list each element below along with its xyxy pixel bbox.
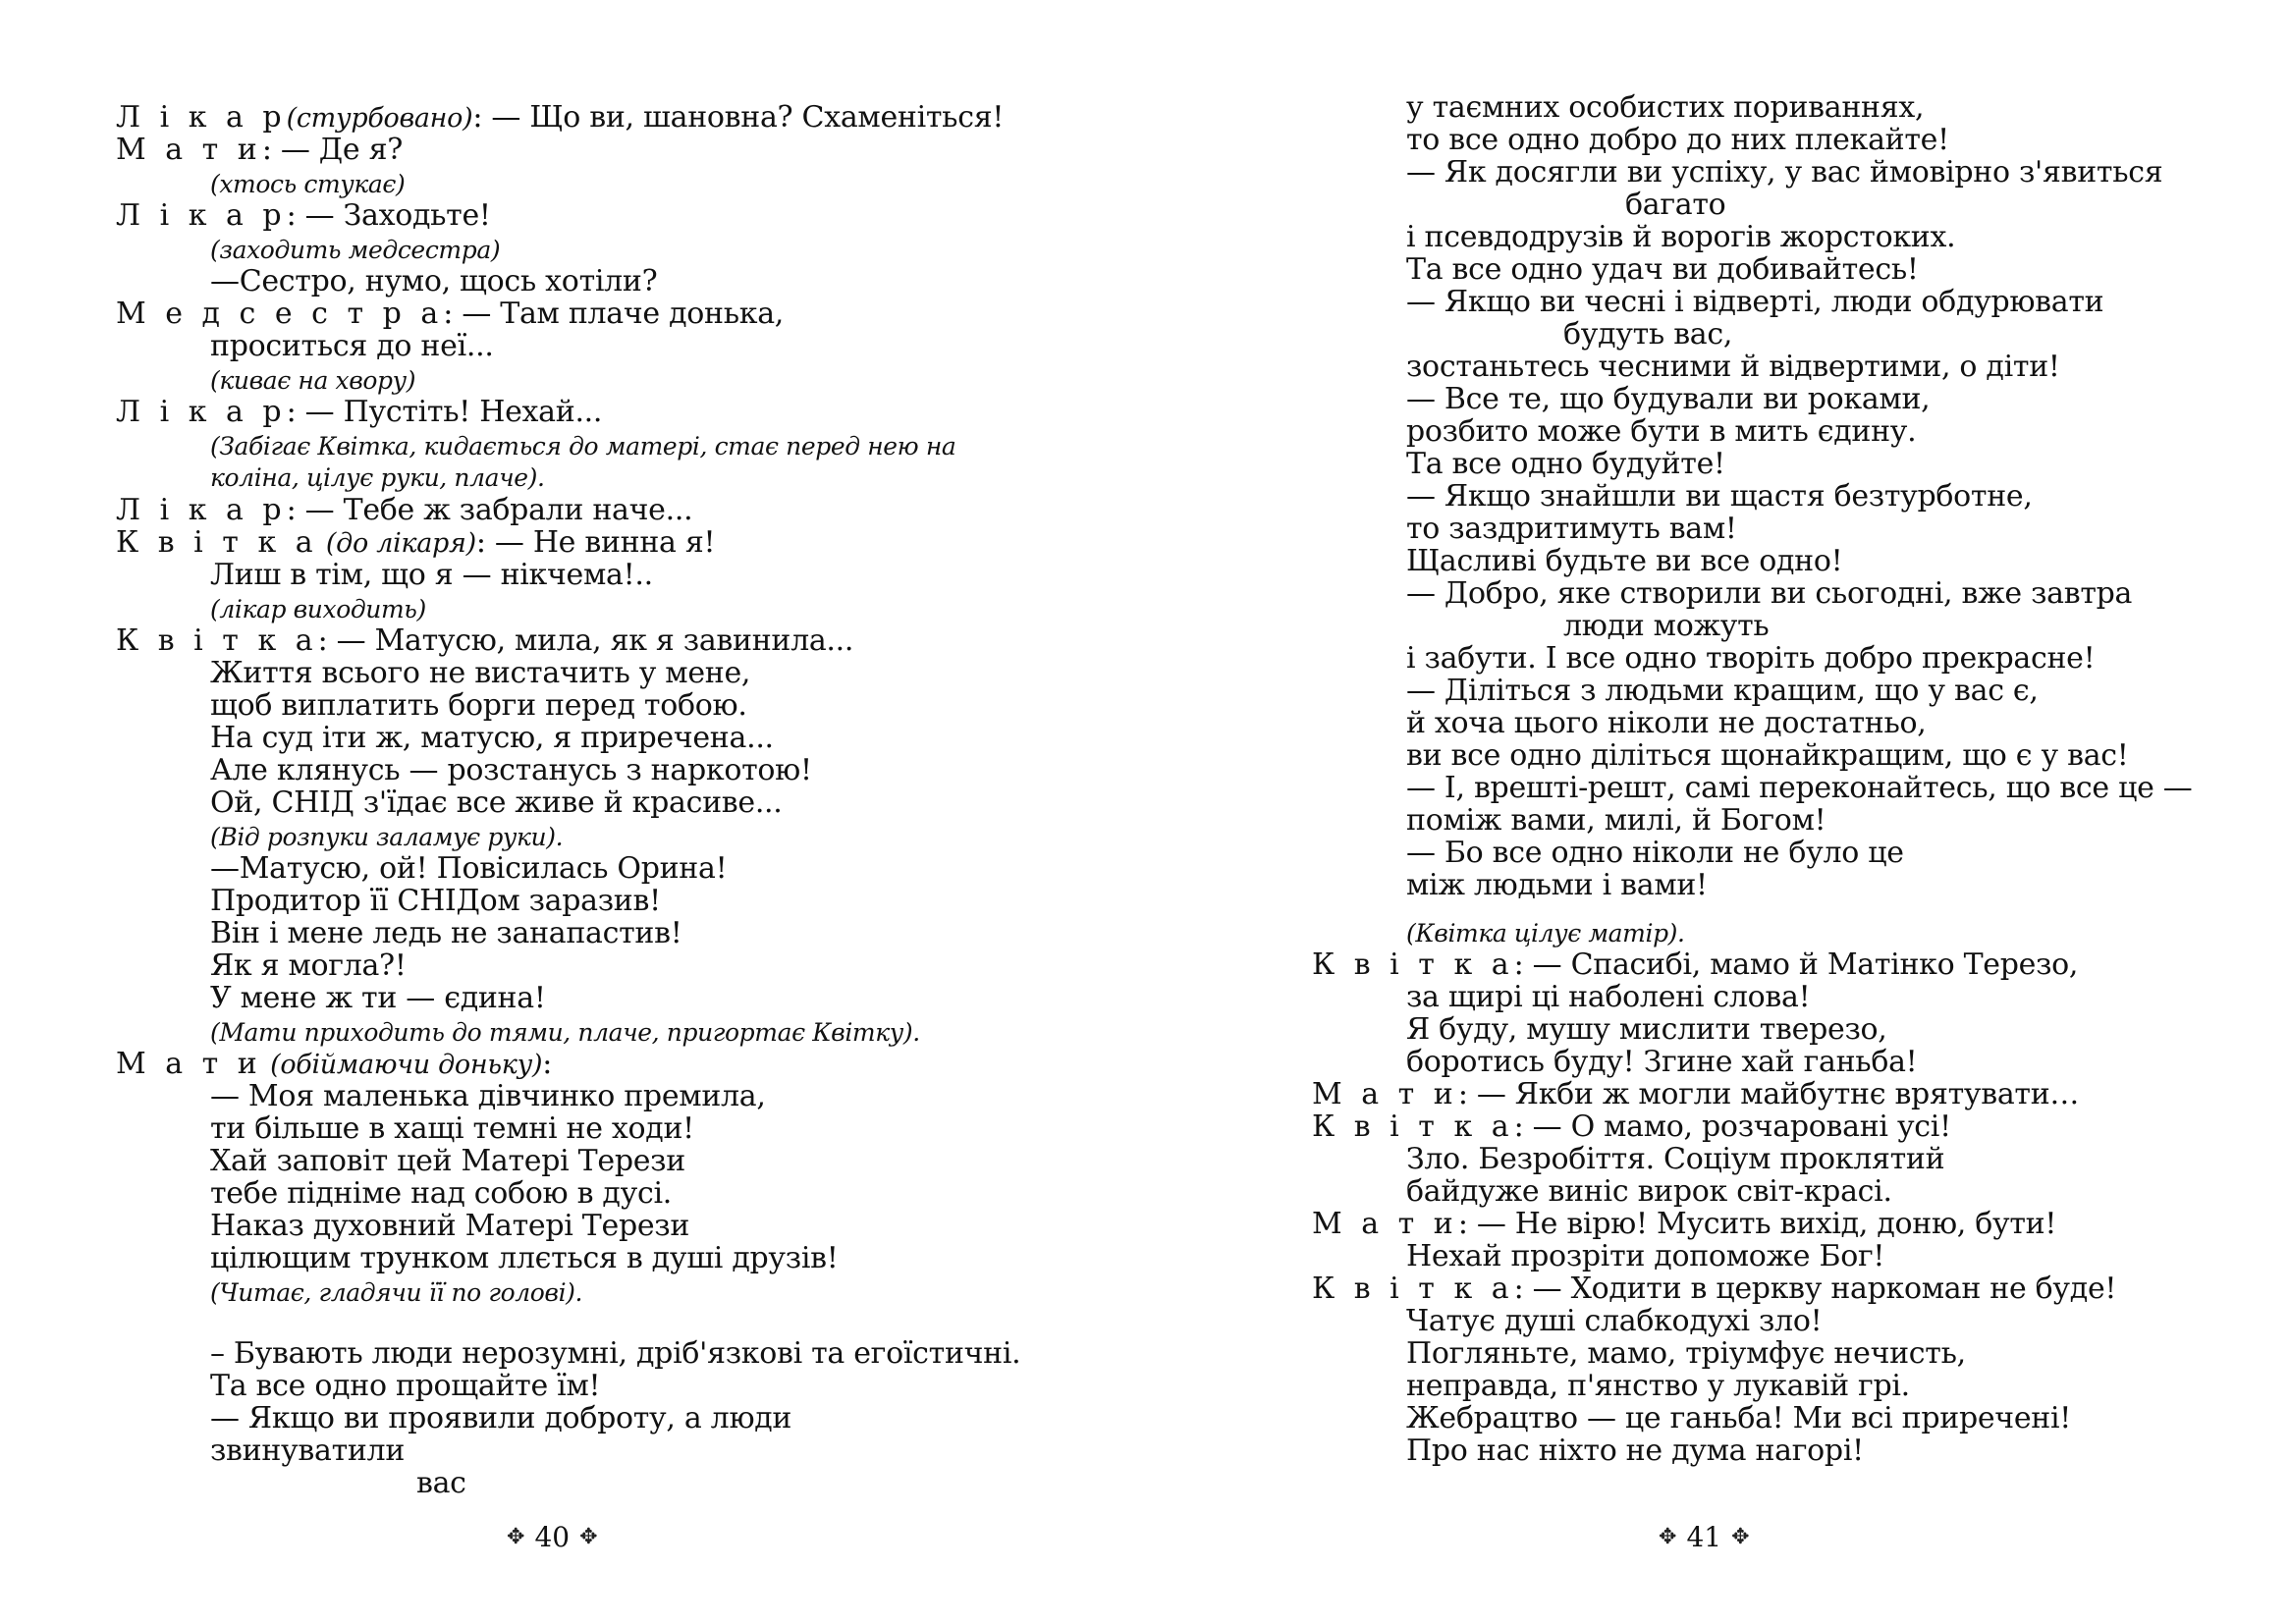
- line-text: Щасливі будьте ви все одно!: [1406, 544, 1843, 578]
- line-text: Та все одно будуйте!: [1406, 447, 1725, 481]
- speaker-name: М а т и: [1312, 1207, 1458, 1241]
- stage-direction: (киває на хвору): [210, 366, 416, 395]
- text-line: [210, 1177, 672, 1210]
- speaker-name: К в і т к а: [1312, 1110, 1514, 1144]
- line-text: у таємних особистих пориваннях,: [1406, 90, 1925, 125]
- speaker-line: [116, 101, 1004, 135]
- stage-direction: (лікар виходить): [210, 595, 426, 623]
- line-text: Та все одно удач ви добивайтесь!: [1406, 252, 1919, 287]
- line-text: : — Що ви, шановна? Схаменіться!: [472, 100, 1005, 135]
- line-text: вас: [416, 1466, 466, 1500]
- text-line: [1563, 318, 1732, 351]
- speaker-line: [116, 1048, 552, 1081]
- text-line: [1406, 707, 1927, 739]
- text-line: [1406, 837, 1904, 869]
- line-text: – Бувають люди нерозумні, дріб'язкові та егоїстичні.: [210, 1336, 1021, 1371]
- stage-direction: (Від розпуки заламує руки).: [210, 823, 564, 851]
- stage-direction: (Забігає Квітка, кидається до матері, стає перед нею на: [210, 432, 956, 460]
- line-text: — Все те, що будували ви роками,: [1406, 382, 1931, 416]
- line-text: Нехай прозріти допоможе Бог!: [1406, 1239, 1885, 1273]
- text-line: [210, 917, 681, 949]
- speaker-name: Л і к а р: [116, 198, 287, 233]
- line-text: Жебрацтво — це ганьба! Ми всі приречені!: [1406, 1401, 2072, 1435]
- text-line: [210, 885, 661, 917]
- line-text: ти більше в хащі темні не ходи!: [210, 1111, 694, 1146]
- line-text: —Матусю, ой! Повісилась Орина!: [210, 851, 728, 886]
- line-text: : — Там плаче донька,: [443, 297, 785, 331]
- speaker-name: К в і т к а: [116, 525, 318, 560]
- text-line: [1406, 1337, 1966, 1370]
- line-text: Продитор її СНІДом заразив!: [210, 884, 661, 918]
- text-line: [1406, 1143, 1944, 1175]
- text-line: [1406, 1305, 1822, 1337]
- line-text: тебе підніме над собою в дусі.: [210, 1176, 672, 1211]
- line-text: — Діліться з людьми кращим, що у вас є,: [1406, 674, 2039, 708]
- line-text: Погляньте, мамо, тріумфує нечисть,: [1406, 1336, 1966, 1371]
- page-number: 41: [1686, 1521, 1722, 1553]
- text-line: [1406, 124, 1949, 156]
- line-text: розбито може бути в мить єдину.: [1406, 414, 1917, 449]
- stage-direction: (Мати приходить до тями, плаче, пригортає Квітку).: [210, 1018, 920, 1047]
- line-text: : — Не вірю! Мусить вихід, доню, бути!: [1457, 1207, 2057, 1241]
- speaker-name: М а т и: [116, 133, 262, 167]
- text-line: [210, 982, 546, 1014]
- line-text: Ой, СНІД з'їдає все живе й красиве...: [210, 785, 783, 820]
- line-text: і псевдодрузів й ворогів жорстоких.: [1406, 220, 1956, 254]
- line-text: то заздритимуть вам!: [1406, 512, 1737, 546]
- line-text: : — Матусю, мила, як я завинила...: [317, 623, 854, 658]
- text-line: [1406, 804, 1826, 837]
- speaker-name: М а т и: [1312, 1077, 1458, 1111]
- line-text: — Добро, яке створили ви сьогодні, вже завтра: [1406, 576, 2133, 611]
- speaker-line: [116, 396, 602, 428]
- text-line: [1406, 1402, 2071, 1435]
- text-line: [1406, 221, 1955, 253]
- line-text: проситься до неї...: [210, 329, 494, 363]
- line-text: ви все одно діліться щонайкращим, що є у вас!: [1406, 738, 2129, 773]
- line-text: й хоча цього ніколи не достатньо,: [1406, 706, 1927, 740]
- speaker-name: Л і к а р: [116, 493, 287, 527]
- speaker-remark: (до лікаря): [317, 528, 476, 559]
- speaker-name: К в і т к а: [1312, 1272, 1514, 1306]
- speaker-line: [1312, 1272, 2116, 1305]
- text-line: [210, 949, 407, 982]
- line-text: — Бо все одно ніколи не було це: [1406, 836, 1904, 870]
- line-text: : — О мамо, розчаровані усі!: [1513, 1110, 1951, 1144]
- left-page-number: [507, 1522, 598, 1553]
- text-line: [1563, 610, 1769, 642]
- speaker-line: [1312, 948, 2078, 981]
- text-line: [210, 754, 812, 786]
- text-line: [210, 1402, 791, 1435]
- speaker-name: М е д с е с т р а: [116, 297, 444, 331]
- text-line: [1406, 577, 2132, 610]
- speaker-name: М а т и: [116, 1047, 262, 1081]
- text-line: [416, 1467, 466, 1499]
- line-text: то все одно добро до них плекайте!: [1406, 123, 1949, 157]
- right-page-number: [1659, 1522, 1750, 1553]
- speaker-name: Л і к а р: [116, 100, 287, 135]
- line-text: між людьми і вами!: [1406, 868, 1708, 902]
- line-text: цілющим трунком ллється в душі друзів!: [210, 1241, 839, 1275]
- text-line: [1406, 869, 1708, 901]
- line-text: — Моя маленька дівчинко премила,: [210, 1079, 766, 1113]
- line-text: неправда, п'янство у лукавій грі.: [1406, 1369, 1910, 1403]
- page-number: 40: [534, 1521, 571, 1553]
- text-line: [210, 1080, 766, 1112]
- stage-direction: (Квітка цілує матір).: [1406, 919, 1685, 947]
- line-text: : — Ходити в церкву наркоман не буде!: [1513, 1272, 2117, 1306]
- page-ornament-icon: ✥: [1659, 1525, 1677, 1549]
- text-line: [1406, 351, 2060, 383]
- speaker-line: [116, 624, 853, 657]
- text-line: [1406, 415, 1916, 448]
- line-text: зостаньтесь чесними й відвертими, о діти!: [1406, 350, 2060, 384]
- text-line: [1406, 675, 2039, 707]
- text-line: [210, 1112, 694, 1145]
- text-line: [210, 1242, 838, 1274]
- line-text: Наказ духовний Матері Терези: [210, 1209, 690, 1243]
- line-text: Як я могла?!: [210, 948, 407, 983]
- text-line: [1406, 1240, 1884, 1272]
- stage-direction: (хтось стукає): [210, 170, 406, 198]
- line-text: боротись буду! Згине хай ганьба!: [1406, 1045, 1918, 1079]
- text-line: [210, 1210, 689, 1242]
- text-line: [210, 786, 783, 819]
- text-line: [1406, 1370, 1910, 1402]
- text-line: [1406, 383, 1930, 415]
- text-line: [1406, 545, 1842, 577]
- speaker-remark: (стурбовано): [286, 103, 473, 134]
- stage-direction: (Читає, гладячи її по голові).: [210, 1278, 583, 1307]
- speaker-line: [1312, 1110, 1951, 1143]
- line-text: Лиш в тім, що я — нікчема!..: [210, 558, 653, 592]
- line-text: щоб виплатить борги перед тобою.: [210, 688, 747, 723]
- text-line: [1406, 642, 2095, 675]
- text-line: [1406, 253, 1919, 286]
- line-text: люди можуть: [1563, 609, 1770, 643]
- speaker-name: К в і т к а: [1312, 947, 1514, 982]
- line-text: — І, врешті-решт, самі переконайтесь, що все це —: [1406, 771, 2193, 805]
- left-page: [0, 0, 1144, 1624]
- line-text: Про нас ніхто не дума нагорі!: [1406, 1434, 1864, 1468]
- line-text: : — Де я?: [261, 133, 403, 167]
- text-line: [210, 657, 750, 689]
- line-text: : — Пустіть! Нехай...: [286, 395, 603, 429]
- text-line: [210, 1370, 600, 1402]
- text-line: [1406, 772, 2193, 804]
- line-text: Зло. Безробіття. Соціум проклятий: [1406, 1142, 1945, 1176]
- text-line: [1406, 981, 1810, 1013]
- line-text: — Якщо знайшли ви щастя безтурботне,: [1406, 479, 2033, 514]
- line-text: — Якщо ви чесні і відверті, люди обдурювати: [1406, 285, 2104, 319]
- text-line: [1406, 286, 2103, 318]
- text-line: [210, 265, 657, 298]
- text-line: [1406, 1046, 1917, 1078]
- text-line: [1406, 513, 1737, 545]
- line-text: Він і мене ледь не занапастив!: [210, 916, 682, 950]
- speaker-name: Л і к а р: [116, 395, 287, 429]
- text-line: [210, 330, 494, 362]
- text-line: [210, 1337, 1020, 1370]
- line-text: будуть вас,: [1563, 317, 1733, 352]
- text-line: [210, 722, 774, 754]
- text-line: [210, 559, 653, 591]
- text-line: [1406, 91, 1924, 124]
- line-text: : — Тебе ж забрали наче...: [286, 493, 693, 527]
- line-text: На суд іти ж, матусю, я приречена...: [210, 721, 774, 755]
- line-text: : — Заходьте!: [286, 198, 491, 233]
- text-line: [1625, 189, 1725, 221]
- line-text: : — Не винна я!: [475, 525, 716, 560]
- text-line: [210, 1435, 405, 1467]
- speaker-remark: (обіймаючи доньку): [261, 1050, 543, 1080]
- line-text: — Як досягли ви успіху, у вас ймовірно з'явиться: [1406, 155, 2163, 189]
- text-line: [210, 689, 747, 722]
- line-text: —Сестро, нумо, щось хотіли?: [210, 264, 658, 298]
- text-line: [1406, 448, 1725, 480]
- line-text: : — Спасибі, мамо й Матінко Терезо,: [1513, 947, 2079, 982]
- line-text: — Якщо ви проявили доброту, а люди: [210, 1401, 792, 1435]
- right-page: [1145, 0, 2289, 1624]
- text-line: [1406, 1013, 1887, 1046]
- line-text: Хай заповіт цей Матері Терези: [210, 1144, 685, 1178]
- text-line: [210, 1145, 685, 1177]
- page-ornament-icon: ✥: [507, 1525, 525, 1549]
- line-text: звинуватили: [210, 1434, 406, 1468]
- text-line: [210, 852, 727, 885]
- speaker-line: [1312, 1208, 2056, 1240]
- stage-direction: коліна, цілує руки, плаче).: [210, 463, 545, 492]
- stage-direction: (заходить медсестра): [210, 236, 501, 264]
- line-text: за щирі ці наболені слова!: [1406, 980, 1811, 1014]
- speaker-line: [116, 134, 403, 166]
- line-text: Але клянусь — розстанусь з наркотою!: [210, 753, 812, 787]
- line-text: : — Якби ж могли майбутнє врятувати…: [1457, 1077, 2080, 1111]
- text-line: [1406, 739, 2129, 772]
- line-text: байдуже виніс вирок світ-красі.: [1406, 1174, 1892, 1209]
- line-text: поміж вами, милі, й Богом!: [1406, 803, 1826, 838]
- text-line: [1406, 1435, 1864, 1467]
- line-text: багато: [1625, 188, 1726, 222]
- page-ornament-icon: ✥: [579, 1525, 598, 1549]
- speaker-line: [116, 494, 692, 526]
- line-text: Чатує душі слабкодухі зло!: [1406, 1304, 1823, 1338]
- text-line: [1406, 156, 2162, 189]
- speaker-line: [116, 298, 784, 330]
- page-ornament-icon: ✥: [1731, 1525, 1750, 1549]
- text-line: [1406, 480, 2033, 513]
- speaker-line: [1312, 1078, 2079, 1110]
- line-text: Життя всього не вистачить у мене,: [210, 656, 751, 690]
- line-text: і забути. І все одно творіть добро прекрасне!: [1406, 641, 2096, 676]
- text-line: [1406, 1175, 1892, 1208]
- speaker-line: [116, 526, 715, 560]
- speaker-line: [116, 199, 491, 232]
- line-text: :: [542, 1047, 552, 1081]
- line-text: Та все одно прощайте їм!: [210, 1369, 601, 1403]
- speaker-name: К в і т к а: [116, 623, 318, 658]
- line-text: Я буду, мушу мислити тверезо,: [1406, 1012, 1887, 1047]
- line-text: У мене ж ти — єдина!: [210, 981, 546, 1015]
